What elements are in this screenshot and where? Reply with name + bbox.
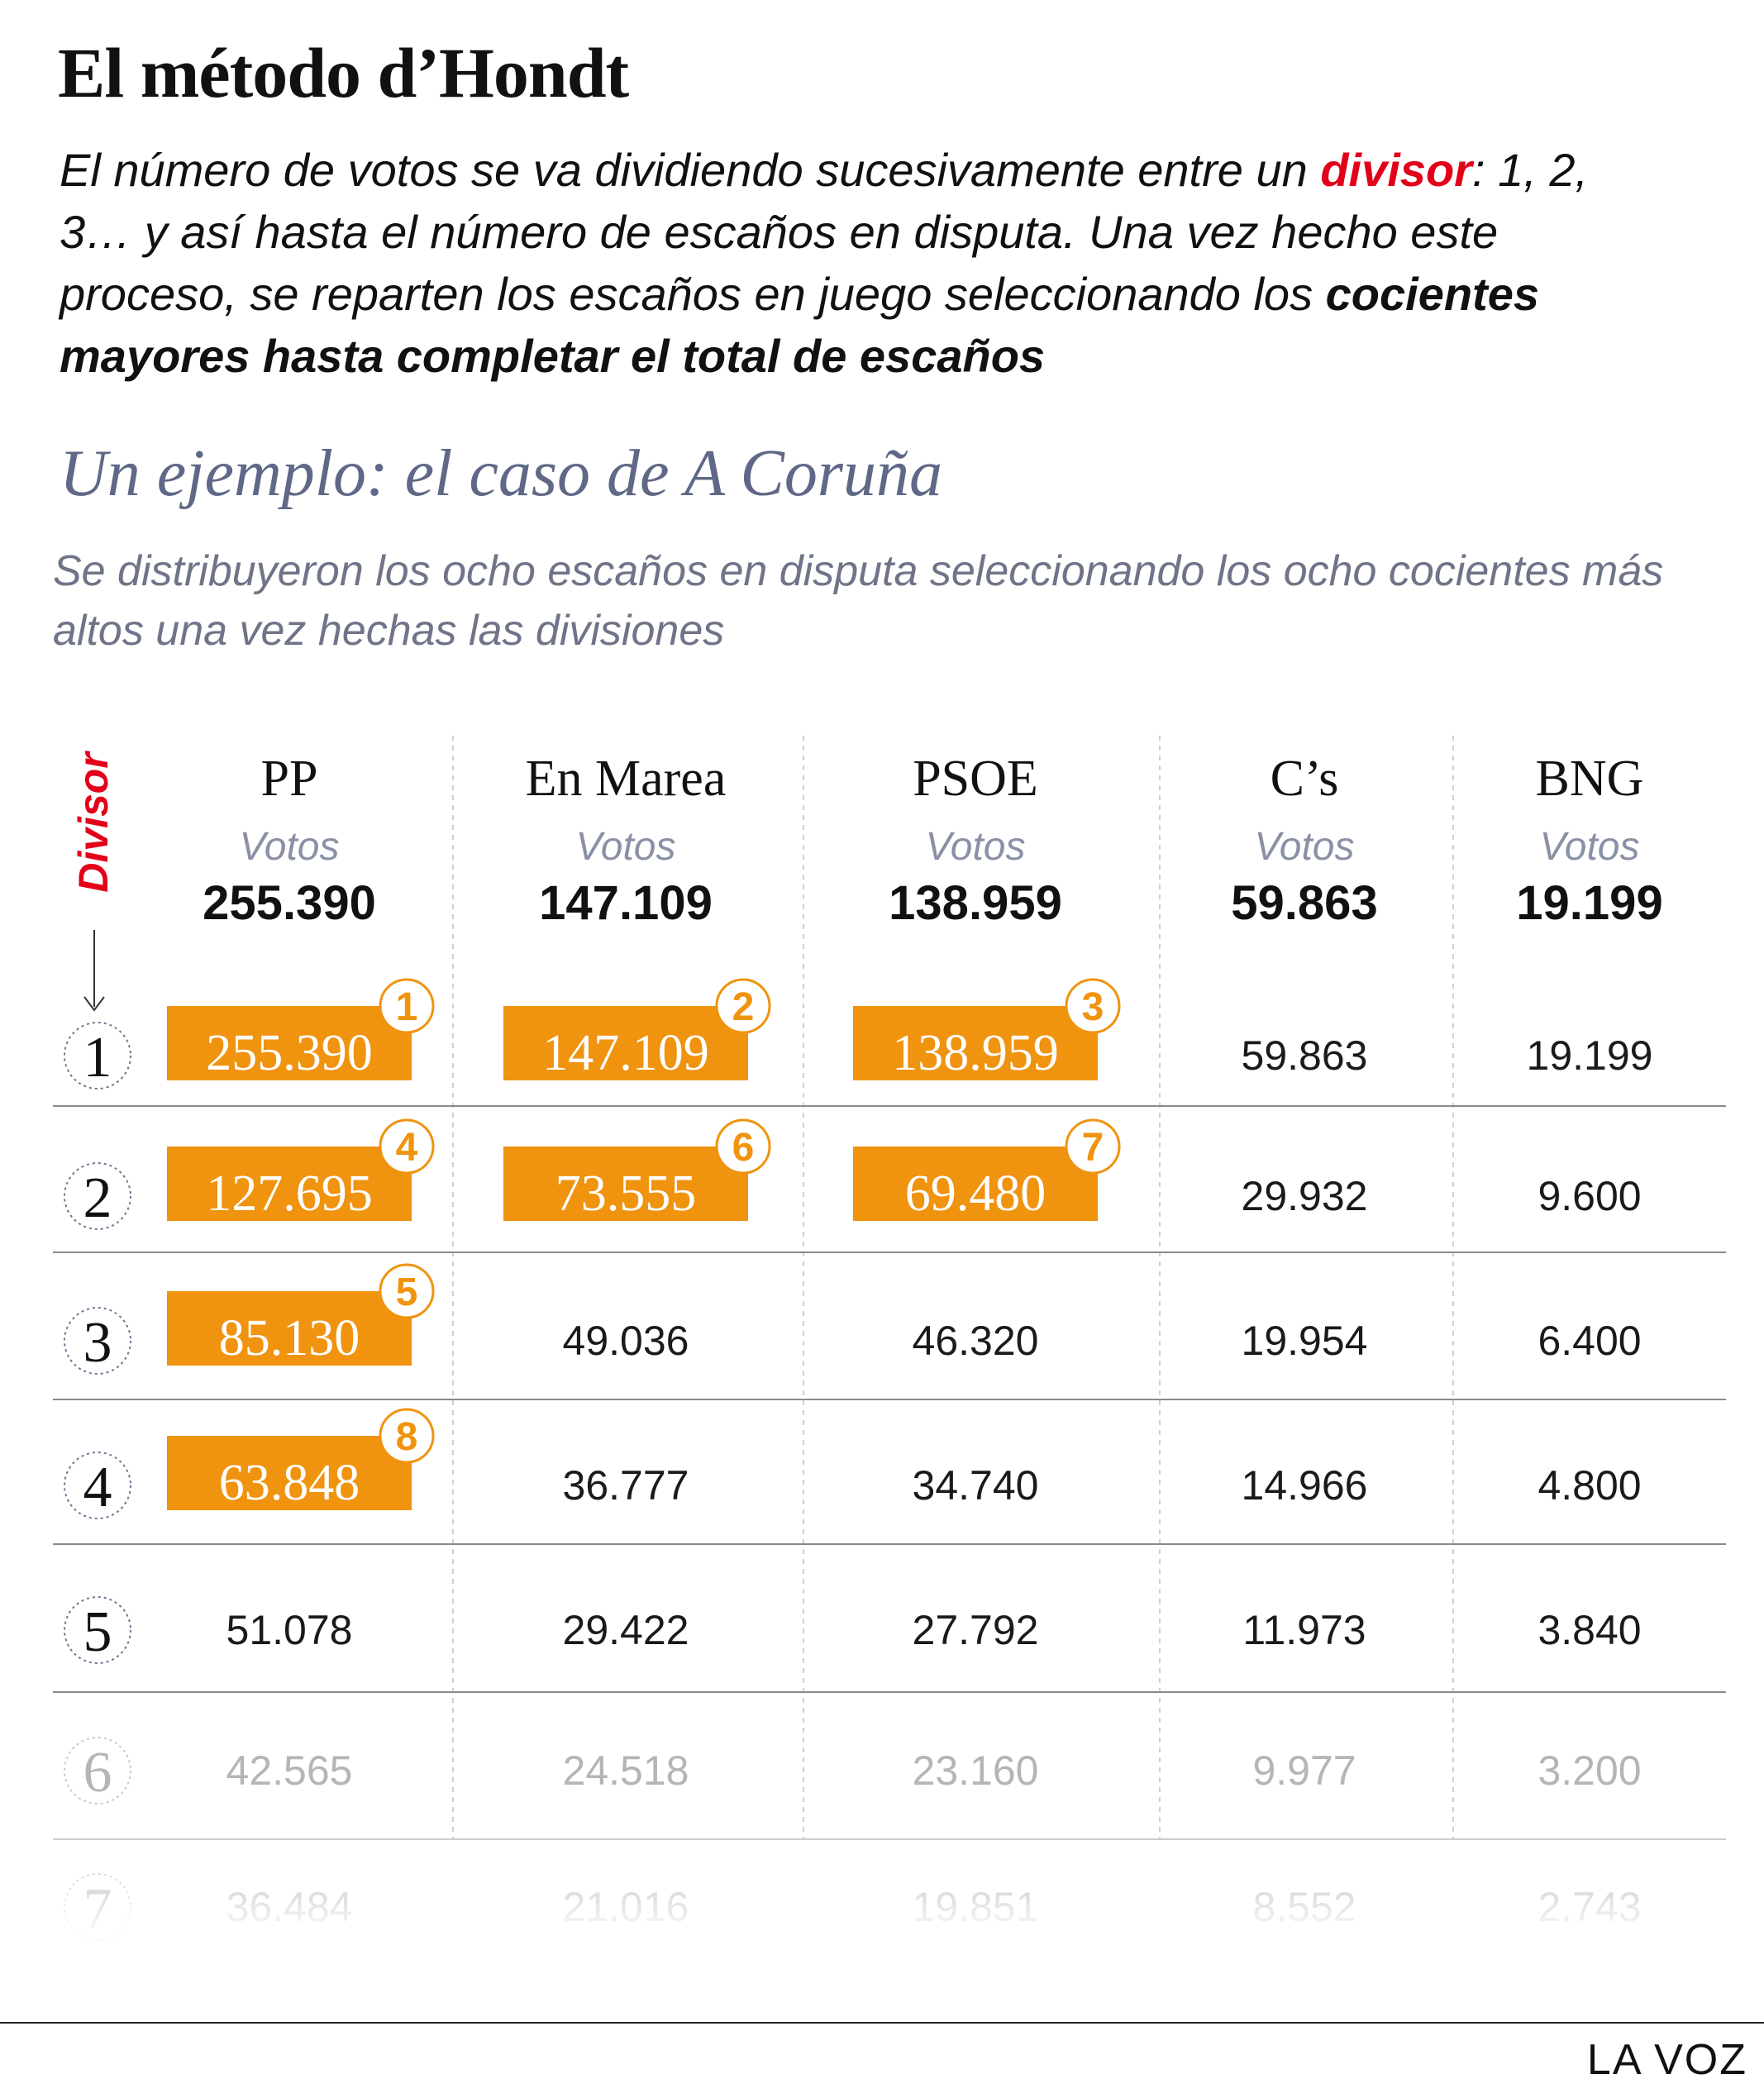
quotient-value: 6.400 bbox=[1538, 1318, 1642, 1364]
page-title: El método d’Hondt bbox=[58, 33, 629, 112]
quotient-value: 46.320 bbox=[912, 1318, 1039, 1364]
seat-order-number: 7 bbox=[1081, 1126, 1104, 1170]
quotient-value: 29.932 bbox=[1241, 1173, 1368, 1219]
divisor-number: 6 bbox=[83, 1741, 112, 1805]
quotient-value: 19.954 bbox=[1241, 1318, 1368, 1364]
party-votes: 59.863 bbox=[1231, 876, 1378, 930]
seat-order-number: 1 bbox=[395, 985, 418, 1029]
quotient-value: 4.800 bbox=[1538, 1462, 1642, 1509]
quotient-value: 34.740 bbox=[912, 1462, 1039, 1509]
seat-order-number: 3 bbox=[1081, 985, 1104, 1029]
quotient-value-won: 73.555 bbox=[555, 1166, 697, 1222]
votes-label: Votos bbox=[239, 825, 340, 869]
quotient-value: 49.036 bbox=[562, 1318, 689, 1364]
fade-overlay bbox=[0, 1839, 1764, 2021]
votes-label: Votos bbox=[1539, 825, 1640, 869]
quotient-value: 36.777 bbox=[562, 1462, 689, 1509]
seat-order-number: 4 bbox=[395, 1126, 418, 1170]
quotient-value: 24.518 bbox=[562, 1747, 689, 1794]
divisor-number: 4 bbox=[83, 1456, 112, 1519]
votes-label: Votos bbox=[575, 825, 676, 869]
quotient-value: 51.078 bbox=[226, 1607, 353, 1653]
party-name: PP bbox=[260, 751, 318, 807]
divisor-number: 3 bbox=[83, 1311, 112, 1375]
quotient-value: 14.966 bbox=[1241, 1462, 1368, 1509]
party-name: BNG bbox=[1535, 751, 1644, 807]
quotient-value: 59.863 bbox=[1241, 1032, 1368, 1079]
seat-order-number: 5 bbox=[395, 1271, 418, 1314]
quotient-value: 23.160 bbox=[912, 1747, 1039, 1794]
example-description: Se distribuyeron los ocho escaños en disputa seleccionando los ocho cocientes más altos una vez hechas las divisiones bbox=[53, 547, 1664, 655]
divisor-axis-label: Divisor bbox=[70, 752, 117, 893]
table-text bbox=[203, 751, 1663, 1930]
seat-order-number: 2 bbox=[732, 985, 755, 1029]
party-name: En Marea bbox=[525, 751, 727, 807]
divisor-number: 5 bbox=[83, 1600, 112, 1664]
quotient-value-won: 85.130 bbox=[218, 1310, 360, 1366]
seat-order-number: 6 bbox=[732, 1126, 755, 1170]
quotient-value-won: 255.390 bbox=[206, 1025, 373, 1081]
footer-rule bbox=[0, 2022, 1764, 2024]
intro-bold-text: cocientes mayores hasta completar el total de escaños bbox=[60, 268, 1539, 382]
seat-order-number: 8 bbox=[395, 1415, 418, 1459]
divisor-number: 2 bbox=[83, 1166, 112, 1230]
votes-label: Votos bbox=[925, 825, 1026, 869]
divisor-number: 1 bbox=[83, 1026, 112, 1089]
intro-part-1: El número de votos se va dividiendo sucesivamente entre un bbox=[60, 144, 1321, 196]
quotient-value: 27.792 bbox=[912, 1607, 1039, 1653]
divisor-axis bbox=[64, 751, 131, 1941]
quotient-value: 29.422 bbox=[562, 1607, 689, 1653]
party-votes: 255.390 bbox=[203, 876, 376, 930]
party-votes: 138.959 bbox=[889, 876, 1062, 930]
party-votes: 19.199 bbox=[1516, 876, 1663, 930]
party-name: C’s bbox=[1270, 751, 1339, 807]
quotient-value: 3.840 bbox=[1538, 1607, 1642, 1653]
quotient-value: 9.977 bbox=[1252, 1747, 1356, 1794]
quotient-value: 42.565 bbox=[226, 1747, 353, 1794]
intro-part-2: : 1, 2, 3… y así hasta el número de escaños en disputa. Una vez hecho este proceso, se reparten los escaños en juego seleccionando los bbox=[60, 144, 1589, 320]
intro-divisor-highlight: divisor bbox=[1320, 144, 1472, 196]
brand-logo: LA VOZ bbox=[1586, 2036, 1747, 2084]
quotient-value: 9.600 bbox=[1538, 1173, 1642, 1219]
quotient-value-won: 147.109 bbox=[542, 1025, 709, 1081]
party-votes: 147.109 bbox=[539, 876, 713, 930]
quotient-value: 19.199 bbox=[1526, 1032, 1653, 1079]
seat-highlights bbox=[167, 1006, 1098, 1510]
quotient-value-won: 138.959 bbox=[892, 1025, 1059, 1081]
quotient-value: 11.973 bbox=[1242, 1607, 1366, 1653]
quotient-value: 3.200 bbox=[1538, 1747, 1642, 1794]
quotient-value-won: 63.848 bbox=[218, 1455, 360, 1511]
quotient-value-won: 127.695 bbox=[206, 1166, 373, 1222]
example-title: Un ejemplo: el caso de A Coruña bbox=[60, 437, 943, 510]
party-name: PSOE bbox=[913, 751, 1038, 807]
votes-label: Votos bbox=[1254, 825, 1355, 869]
quotient-value-won: 69.480 bbox=[904, 1166, 1046, 1222]
